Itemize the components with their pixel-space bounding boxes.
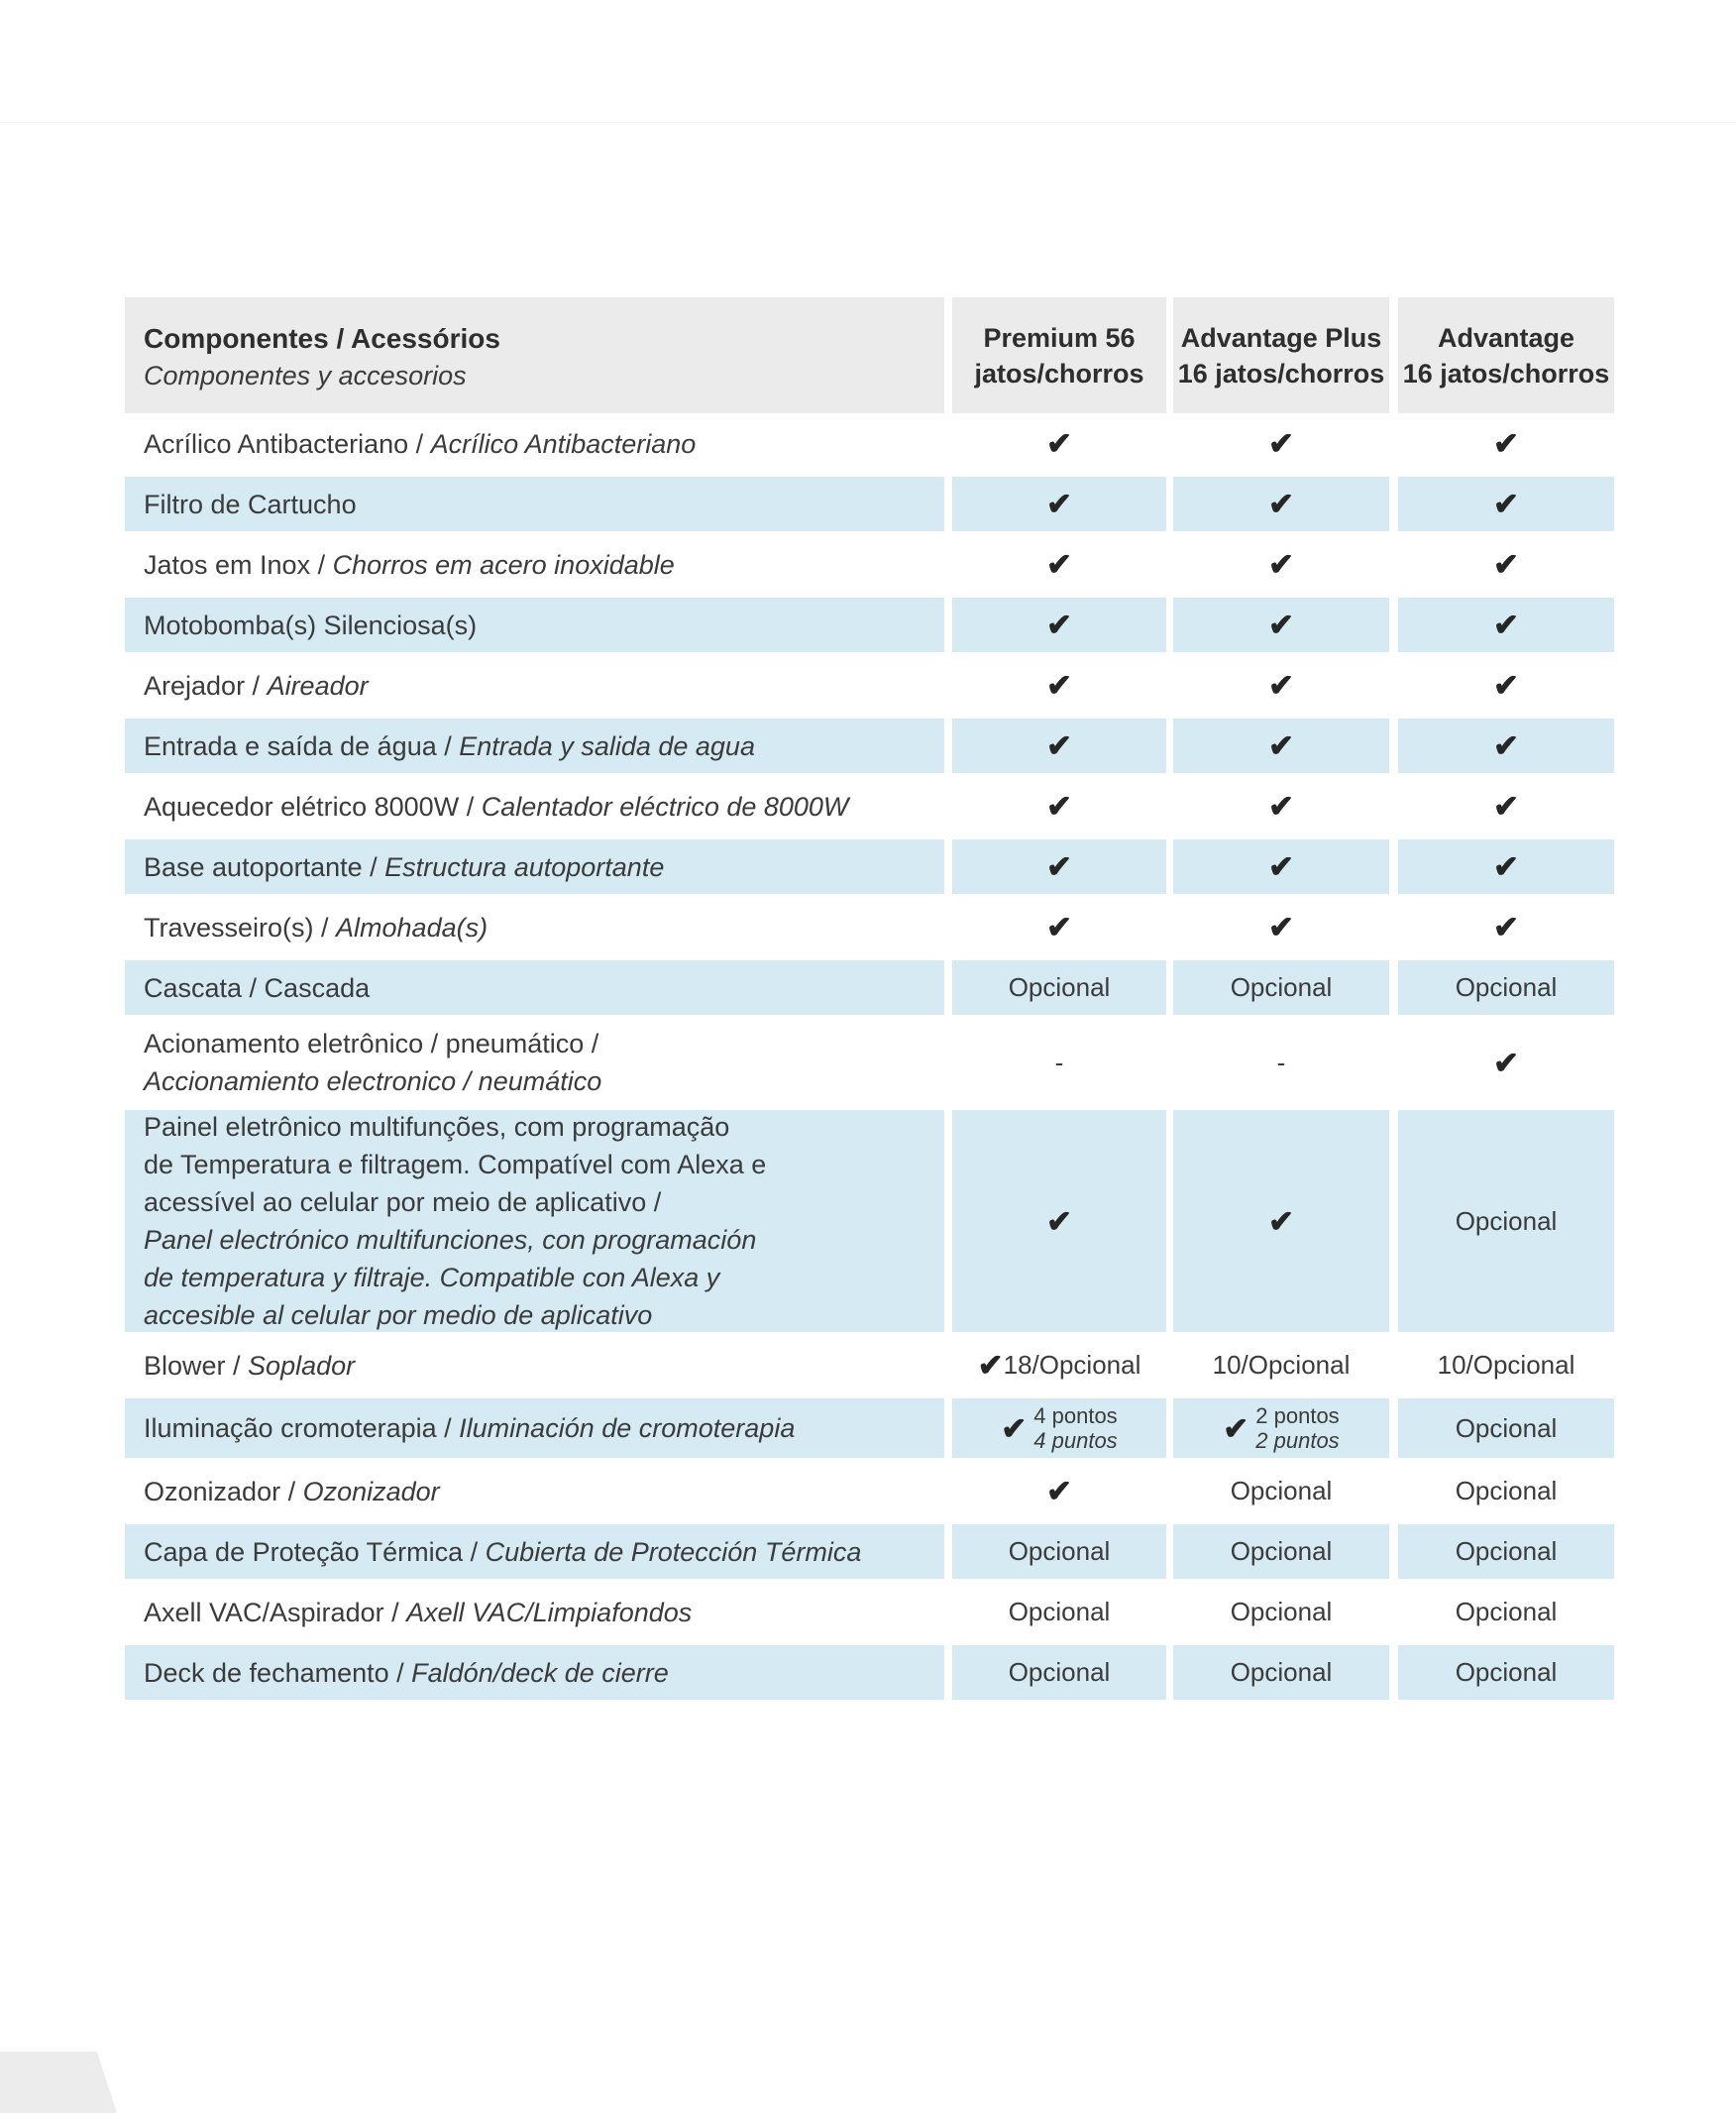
check-icon: ✔ [1268,668,1294,703]
table-row [125,534,1614,595]
table-rows [125,413,1614,1703]
row-label-segment: Iluminação cromoterapia / [144,1413,460,1443]
check-icon: ✔ [1046,608,1072,642]
value-cell [1398,1021,1614,1104]
value-cell [1398,1398,1614,1458]
value-cell [952,900,1166,954]
table-row [125,474,1614,534]
check-icon: ✔ [1046,1474,1072,1508]
row-label-segment: Entrada y salida de agua [459,730,755,761]
value-text: Opcional [1455,1412,1558,1443]
value-cell [1398,960,1614,1015]
row-label-segment: Base autoportante / [144,851,385,882]
column-header-line2: 16 jatos/chorros [1177,358,1385,389]
row-label-text [125,788,848,826]
check-icon: ✔ [1001,1410,1028,1446]
check-icon: ✔ [1268,849,1294,884]
value-cell [952,779,1166,834]
check-icon: ✔ [1493,668,1519,703]
value-text: Opcional [1230,1597,1333,1626]
row-label-segment: Painel eletrônico multifunções, com programação [144,1112,730,1142]
value-cell [1398,537,1614,592]
row-label [125,477,944,531]
row-label-segment: Axell VAC/Aspirador / [144,1597,407,1627]
row-label [125,598,944,652]
row-label-text [125,1025,601,1100]
row-label-text [125,425,696,463]
value-dash: - [1276,1047,1286,1077]
value-cell [1173,1645,1389,1700]
row-label-segment: de Temperatura e filtragem. Compatível com Alexa e [144,1150,767,1179]
column-header-line1: Premium 56 [983,322,1136,353]
row-label-text [125,1533,861,1571]
value-cell [952,1585,1166,1639]
column-header-advantage-plus [1173,297,1389,413]
check-icon: ✔ [1046,849,1072,884]
value-cell [1173,537,1389,592]
check-icon: ✔ [1268,426,1294,461]
check-icon: ✔ [1046,1203,1072,1239]
value-cell [952,1645,1166,1700]
column-header-line1: Advantage Plus [1180,322,1382,353]
value-cell [1398,658,1614,713]
row-label-segment: Aireador [267,670,369,701]
check-icon: ✔ [1268,608,1294,642]
value-stack-line1: 4 pontos [1033,1403,1118,1428]
row-label-segment: Faldón/deck de cierre [411,1657,669,1688]
value-cell [1398,839,1614,894]
row-label-segment: Iluminación de cromoterapia [459,1413,796,1443]
check-icon: ✔ [1046,426,1072,461]
value-text: Opcional [1455,1205,1558,1236]
value-cell [1173,779,1389,834]
row-label-segment: Blower / [144,1350,249,1381]
row-label-segment: Travesseiro(s) / [144,912,337,943]
row-label-segment: Jatos em Inox / [144,549,333,580]
table-row [125,1521,1614,1582]
row-label-segment: Cubierta de Protección Térmica [485,1536,862,1567]
value-text: Opcional [1455,972,1558,1002]
page-edge [0,122,1736,123]
value-text: Opcional [1008,1657,1111,1687]
check-icon: ✔ [1046,487,1072,521]
row-label-text [125,848,664,886]
value-text: Opcional [1455,1597,1558,1626]
row-label-text [125,1409,795,1447]
row-label-segment: Aquecedor elétrico 8000W / [144,791,482,822]
header-label-cell [125,297,944,413]
row-label [125,839,944,894]
row-label-text [125,486,357,523]
check-icon: ✔ [1046,910,1072,945]
page-corner-fold [0,2052,117,2113]
row-label [125,719,944,773]
value-cell [952,1398,1166,1458]
value-stack-line2: 2 puntos [1255,1428,1340,1453]
check-icon: ✔ [1493,728,1519,763]
value-cell [952,1464,1166,1518]
table-row [125,1107,1614,1335]
table-row [125,1395,1614,1461]
row-label-segment: Ozonizador [302,1476,440,1506]
row-label-segment: Estructura autoportante [384,851,665,882]
value-text: Opcional [1455,1536,1558,1566]
value-text: Opcional [1230,972,1333,1002]
row-label [125,1645,944,1700]
row-label-segment: Acionamento eletrônico / pneumático / [144,1029,599,1058]
value-text: 18/Opcional [1003,1350,1141,1380]
row-label-segment: de temperatura y filtraje. Compatible con Alexa y [144,1263,720,1292]
value-cell [1398,1524,1614,1579]
value-cell [1173,1464,1389,1518]
row-label-segment: accesible al celular por medio de aplicativo [144,1300,653,1330]
table-row [125,836,1614,897]
table-row [125,776,1614,836]
table-row [125,897,1614,957]
table-row [125,1461,1614,1521]
table-row [125,957,1614,1018]
header-title: Componentes / Acessórios [144,322,500,354]
row-label-segment: Calentador eléctrico de 8000W [481,791,849,822]
check-icon: ✔ [1268,487,1294,521]
value-cell [1173,1524,1389,1579]
comparison-table [125,297,1614,1703]
value-cell [952,537,1166,592]
value-text: 10/Opcional [1212,1350,1351,1380]
check-icon: ✔ [1493,789,1519,824]
check-icon: ✔ [1493,910,1519,945]
table-header [125,297,1614,413]
value-cell [952,1021,1166,1104]
row-label-text [125,1654,669,1692]
value-text: Opcional [1230,1536,1333,1566]
value-text: Opcional [1230,1657,1333,1687]
value-cell [1398,900,1614,954]
value-cell [1398,1338,1614,1392]
value-cell [1173,900,1389,954]
value-cell [952,719,1166,773]
column-header-line1: Advantage [1437,322,1575,353]
row-label-segment: Acrílico Antibacteriano / [144,428,431,459]
row-label-text [125,607,477,644]
check-icon: ✔ [1046,547,1072,582]
value-cell [1398,1585,1614,1639]
row-label-segment: Axell VAC/Limpiafondos [406,1597,693,1627]
value-text: Opcional [1008,972,1111,1002]
table-row [125,1335,1614,1395]
value-stack-line1: 2 pontos [1255,1403,1340,1428]
value-cell [1173,1338,1389,1392]
value-cell [1173,416,1389,471]
table-row [125,1018,1614,1107]
header-subtitle: Componentes y accesorios [144,360,467,390]
row-label [125,1021,944,1104]
check-icon: ✔ [1268,910,1294,945]
row-label-segment: Motobomba(s) Silenciosa(s) [144,610,478,640]
check-icon: ✔ [1268,547,1294,582]
value-cell [952,960,1166,1015]
row-label [125,1524,944,1579]
value-cell [952,1338,1166,1392]
row-label-text [125,1473,440,1510]
value-stack [1255,1403,1339,1453]
row-label-text [125,1594,692,1631]
row-label-segment: Cascata / Cascada [144,972,371,1003]
value-cell [1173,598,1389,652]
value-text: Opcional [1008,1536,1111,1566]
row-label [125,1398,944,1458]
check-icon: ✔ [977,1348,1004,1383]
value-cell [1173,477,1389,531]
row-label-segment: Panel electrónico multifunciones, con programación [144,1225,757,1255]
table-row [125,1582,1614,1642]
row-label-text [125,1347,355,1385]
value-stack [1033,1403,1117,1453]
check-icon: ✔ [1493,487,1519,521]
table-row [125,595,1614,655]
value-cell [1173,658,1389,713]
value-text: Opcional [1008,1597,1111,1626]
check-icon: ✔ [1493,547,1519,582]
value-cell [952,477,1166,531]
check-icon: ✔ [1268,1203,1294,1239]
check-icon: ✔ [1493,1045,1519,1080]
table-row [125,413,1614,474]
check-icon: ✔ [1268,789,1294,824]
table-row [125,716,1614,776]
value-cell [1173,1021,1389,1104]
value-cell [952,1524,1166,1579]
value-text: 10/Opcional [1437,1350,1575,1380]
row-label-segment: Filtro de Cartucho [144,489,357,519]
row-label-text [125,546,675,584]
column-header-premium-56 [952,297,1166,413]
value-text: Opcional [1230,1476,1333,1505]
row-label-text [125,667,369,705]
column-header-advantage [1398,297,1614,413]
row-label [125,1585,944,1639]
row-label [125,960,944,1015]
value-cell [952,658,1166,713]
value-dash: - [1054,1047,1064,1077]
value-stack-line2: 4 puntos [1033,1428,1118,1453]
row-label [125,779,944,834]
check-icon: ✔ [1268,728,1294,763]
value-cell [1173,719,1389,773]
value-cell [1398,779,1614,834]
value-cell [1173,1398,1389,1458]
row-label-text [125,727,755,765]
row-label-text [125,1108,766,1334]
row-label-segment: Almohada(s) [336,912,488,943]
value-cell [1173,1585,1389,1639]
value-cell [1173,1110,1389,1332]
check-icon: ✔ [1223,1410,1249,1446]
check-icon: ✔ [1046,668,1072,703]
row-label-segment: Ozonizador / [144,1476,303,1506]
row-label [125,658,944,713]
table-row [125,1642,1614,1703]
value-text: Opcional [1455,1657,1558,1687]
value-cell [1173,839,1389,894]
value-cell [1398,719,1614,773]
column-header-line2: 16 jatos/chorros [1402,358,1610,389]
row-label-segment: acessível ao celular por meio de aplicativo / [144,1187,662,1217]
value-cell [1398,1464,1614,1518]
check-icon: ✔ [1493,426,1519,461]
value-cell [1398,598,1614,652]
check-icon: ✔ [1046,789,1072,824]
value-cell [952,839,1166,894]
row-label-segment: Soplador [248,1350,356,1381]
table-row [125,655,1614,716]
column-header-line2: jatos/chorros [974,358,1144,389]
row-label-segment: Accionamiento electronico / neumático [144,1066,602,1096]
row-label [125,1110,944,1332]
value-cell [1398,477,1614,531]
row-label-segment: Chorros em acero inoxidable [332,549,675,580]
row-label [125,537,944,592]
row-label-segment: Capa de Proteção Térmica / [144,1536,486,1567]
row-label-segment: Deck de fechamento / [144,1657,412,1688]
row-label-text [125,969,370,1007]
row-label-segment: Entrada e saída de água / [144,730,460,761]
value-cell [952,416,1166,471]
row-label-segment: Acrílico Antibacteriano [430,428,697,459]
row-label [125,900,944,954]
value-cell [1173,960,1389,1015]
value-cell [952,598,1166,652]
value-cell [1398,1110,1614,1332]
row-label [125,1464,944,1518]
value-cell [952,1110,1166,1332]
row-label [125,416,944,471]
row-label [125,1338,944,1392]
check-icon: ✔ [1046,728,1072,763]
check-icon: ✔ [1493,849,1519,884]
value-cell [1398,416,1614,471]
row-label-segment: Arejador / [144,670,268,701]
value-text: Opcional [1455,1476,1558,1505]
row-label-text [125,909,488,946]
value-cell [1398,1645,1614,1700]
check-icon: ✔ [1493,608,1519,642]
